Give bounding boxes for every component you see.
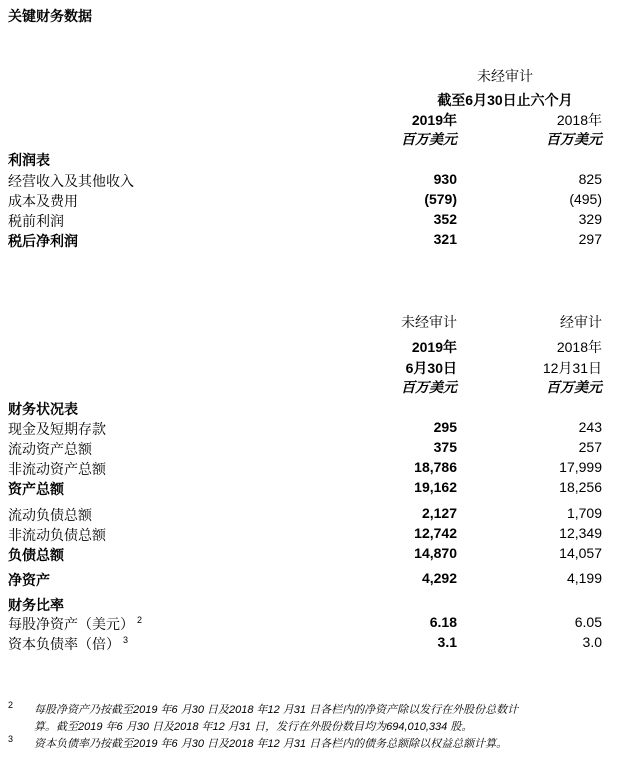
balance-col2-year: 2018年 [556, 339, 602, 355]
ratio-label-text: 资本负债率（倍） [8, 636, 120, 652]
income-col1-year: 2019年 [411, 112, 457, 128]
balance-col1-audit: 未经审计 [401, 314, 457, 330]
footnote-2-mark: 2 [8, 700, 14, 710]
balance-row-2018: 17,999 [559, 459, 602, 475]
income-section-title: 利润表 [8, 152, 50, 168]
income-row-2019: 930 [433, 171, 457, 187]
footnote-3-line1: 资本负债率乃按截至2019 年6 月30 日及2018 年12 月31 日各栏内的债务总额除以权益总额计算。 [34, 738, 508, 750]
balance-row-2018: 1,709 [566, 505, 602, 521]
balance-row-2018: 257 [578, 439, 602, 455]
income-col2-unit: 百万美元 [546, 131, 602, 147]
balance-row-label: 负债总额 [8, 547, 64, 563]
ratio-row-2018: 6.05 [574, 614, 602, 630]
ratio-row-2019: 6.18 [429, 614, 457, 630]
balance-row-2019: 18,786 [414, 459, 457, 475]
footnote-2-line1: 每股净资产乃按截至2019 年6 月30 日及2018 年12 月31 日各栏内的净资产除以发行在外股份总数计 [34, 704, 519, 716]
balance-col1-unit: 百万美元 [401, 379, 457, 395]
balance-section-title: 财务状况表 [8, 401, 78, 417]
ratio-label-text: 每股净资产（美元） [8, 616, 134, 632]
balance-col1-year: 2019年 [411, 339, 457, 355]
income-row-2018: (495) [569, 191, 602, 207]
income-row-2018: 329 [578, 211, 602, 227]
balance-row-2018: 14,057 [559, 545, 602, 561]
income-period-header: 截至6月30日止六个月 [437, 92, 573, 108]
balance-row-2019: 295 [433, 419, 457, 435]
income-row-2019: 352 [433, 211, 457, 227]
income-col2-year: 2018年 [556, 112, 602, 128]
footnote-3-mark: 3 [8, 734, 14, 744]
balance-row-2019: 2,127 [421, 505, 457, 521]
balance-col2-date: 12月31日 [542, 360, 602, 376]
balance-row-2018: 4,199 [566, 570, 602, 586]
balance-row-2018: 18,256 [559, 479, 602, 495]
income-row-label: 税后净利润 [8, 233, 78, 249]
balance-row-2019: 4,292 [421, 570, 457, 586]
balance-col1-date: 6月30日 [405, 360, 457, 376]
income-col1-unit: 百万美元 [401, 131, 457, 147]
income-row-label: 经营收入及其他收入 [8, 173, 134, 189]
ratio-row-2019: 3.1 [437, 634, 457, 650]
income-row-2018: 825 [578, 171, 602, 187]
income-row-2019: 321 [433, 231, 457, 247]
income-row-label: 税前利润 [8, 213, 64, 229]
balance-row-label: 非流动负债总额 [8, 527, 106, 543]
ratio-row-label [8, 634, 128, 654]
ratio-row-label [8, 614, 142, 634]
balance-row-2018: 12,349 [559, 525, 602, 541]
income-row-2018: 297 [578, 231, 602, 247]
ratio-row-2018: 3.0 [582, 634, 602, 650]
balance-row-label: 非流动资产总额 [8, 461, 106, 477]
balance-row-label: 流动负债总额 [8, 507, 92, 523]
balance-row-2019: 12,742 [414, 525, 457, 541]
income-audit-header: 未经审计 [477, 68, 533, 84]
footnote-ref: 2 [137, 615, 143, 625]
page-title: 关键财务数据 [8, 8, 92, 24]
income-row-label: 成本及费用 [8, 193, 78, 209]
balance-col2-audit: 经审计 [560, 314, 602, 330]
balance-row-2019: 375 [433, 439, 457, 455]
balance-row-2019: 19,162 [414, 479, 457, 495]
balance-row-label: 净资产 [8, 572, 50, 588]
balance-row-label: 资产总额 [8, 481, 64, 497]
balance-row-2018: 243 [578, 419, 602, 435]
income-row-2019: (579) [424, 191, 457, 207]
balance-col2-unit: 百万美元 [546, 379, 602, 395]
balance-row-label: 现金及短期存款 [8, 421, 106, 437]
balance-row-2019: 14,870 [414, 545, 457, 561]
balance-row-label: 流动资产总额 [8, 441, 92, 457]
footnote-2-line2: 算。截至2019 年6 月30 日及2018 年12 月31 日，发行在外股份数目均为694,010,334 股。 [34, 721, 473, 733]
footnote-ref: 3 [123, 635, 129, 645]
ratios-section-title: 财务比率 [8, 597, 64, 613]
